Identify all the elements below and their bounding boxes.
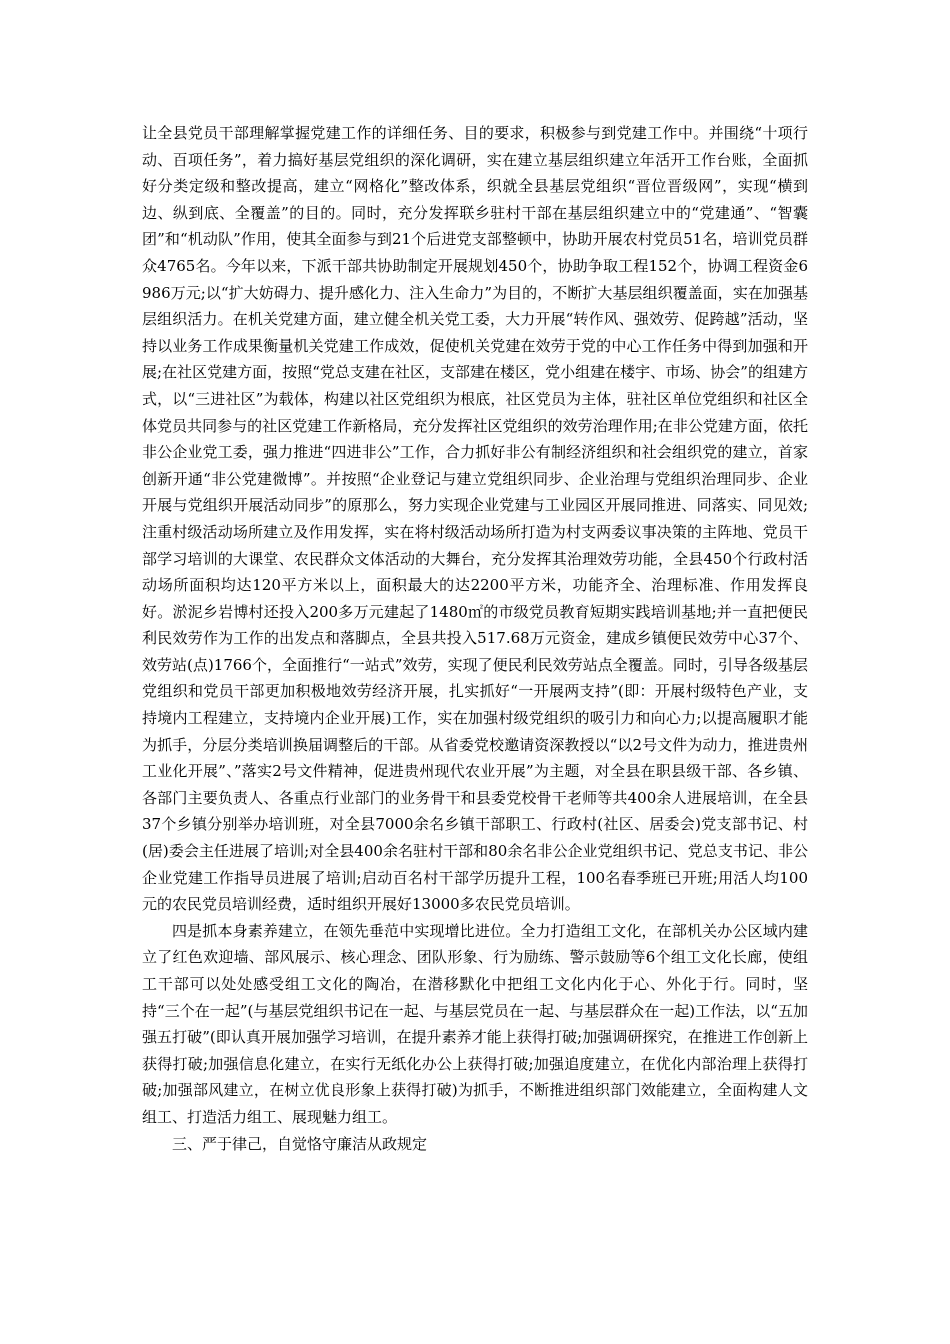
body-paragraph: 四是抓本身素养建立，在领先垂范中实现增比进位。全力打造组工文化，在部机关办公区域内建立了红色欢迎墙、部风展示、核心理念、团队形象、行为励练、警示鼓励等6个组工文化长廊，使组工干部可以处处感受组工文化的陶冶，在潜移默化中把组工文化内化于心、外化于行。同时，坚持“三个在一起”(与基层党组织书记在一起、与基层党员在一起、与基层群众在一起)工作法，以“五加强五打破”(即认真开展加强学习培训，在提升素养才能上获得打破;加强调研探究，在推进工作创新上获得打破;加强信息化建立，在实行无纸化办公上获得打破;加强追度建立，在优化内部治理上获得打破;加强部风建立，在树立优良形象上获得打破)为抓手，不断推进组织部门效能建立，全面构建人文组工、打造活力组工、展现魅力组工。: [142, 921, 808, 1126]
section-heading: 三、严于律己，自觉恪守廉洁从政规定: [172, 1134, 428, 1153]
document-page: [142, 120, 808, 1157]
body-paragraph: 让全县党员干部理解掌握党建工作的详细任务、目的要求，积极参与到党建工作中。并围绕“十项行动、百项任务”，着力搞好基层党组织的深化调研，实在建立基层组织建立年活开工作台账，全面抓好分类定级和整改提高，建立“网格化”整改体系，织就全县基层党组织“晋位晋级网”，实现“横到边、纵到底、全覆盖”的目的。同时，充分发挥联乡驻村干部在基层组织建立中的“党建通”、“智囊团”和“机动队”作用，使其全面参与到21个后进党支部整顿中，协助开展农村党员51名，培训党员群众4765名。今年以来，下派干部共协助制定开展规划450个，协助争取工程152个，协调工程资金6986万元;以“扩大妨碍力、提升感化力、注入生命力”为目的，不断扩大基层组织覆盖面，实在加强基层组织活力。在机关党建方面，建立健全机关党工委，大力开展“转作风、强效劳、促跨越”活动，坚持以业务工作成果衡量机关党建工作成效，促使机关党建在效劳于党的中心工作任务中得到加强和开展;在社区党建方面，按照“党总支建在社区，支部建在楼区，党小组建在楼宇、市场、协会”的组建方式，以“三进社区”为载体，构建以社区党组织为根底，社区党员为主体，驻社区单位党组织和社区全体党员共同参与的社区党建工作新格局，充分发挥社区党组织的效劳治理作用;在非公党建方面，依托非公企业党工委，强力推进“四进非公”工作，合力抓好非公有制经济组织和社会组织党的建立，首家创新开通“非公党建微博”。并按照“企业登记与建立党组织同步、企业治理与党组织治理同步、企业开展与党组织开展活动同步”的原那么，努力实现企业党建与工业园区开展同推进、同落实、同见效;注重村级活动场所建立及作用发挥，实在将村级活动场所打造为村支两委议事决策的主阵地、党员干部学习培训的大课堂、农民群众文体活动的大舞台，充分发挥其治理效劳功能，全县450个行政村活动场所面积均达120平方米以上，面积最大的达2200平方米，功能齐全、治理标准、作用发挥良好。淤泥乡岩博村还投入200多万元建起了1480㎡的市级党员教育短期实践培训基地;并一直把便民利民效劳作为工作的出发点和落脚点，全县共投入517.68万元资金，建成乡镇便民效劳中心37个、效劳站(点)1766个，全面推行“一站式”效劳，实现了便民利民效劳站点全覆盖。同时，引导各级基层党组织和党员干部更加积极地效劳经济开展，扎实抓好“一开展两支持”(即：开展村级特色产业，支持境内工程建立，支持境内企业开展)工作，实在加强村级党组织的吸引力和向心力;以提高履职才能为抓手，分层分类培训换届调整后的干部。从省委党校邀请资深教授以“以2号文件为动力，推进贵州工业化开展”、”落实2号文件精神，促进贵州现代农业开展”为主题，对全县在职县级干部、各乡镇、各部门主要负责人、各重点行业部门的业务骨干和县委党校骨干老师等共400余人进展培训，在全县37个乡镇分别举办培训班，对全县7000余名乡镇干部职工、行政村(社区、居委会)党支部书记、村(居)委会主任进展了培训;对全县400余名驻村干部和80余名非公企业党组织书记、党总支书记、非公企业党建工作指导员进展了培训;启动百名村干部学历提升工程，100名春季班已开班;用活人均100元的农民党员培训经费，适时组织开展好13000多农民党员培训。: [142, 124, 808, 914]
